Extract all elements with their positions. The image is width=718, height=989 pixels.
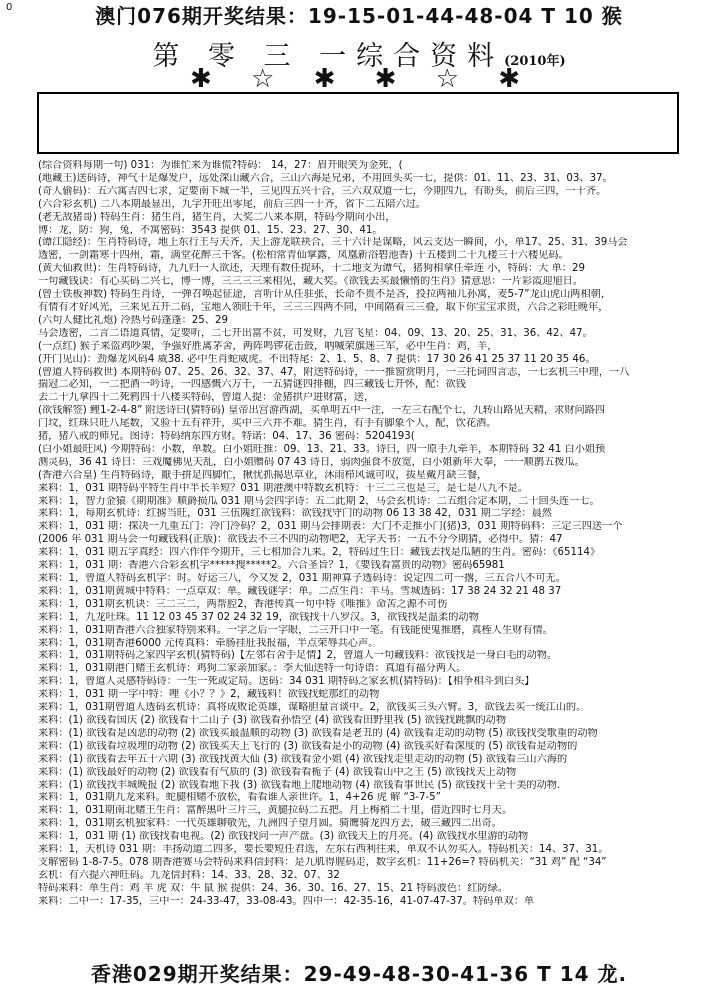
star-icon: ✱ — [374, 64, 397, 94]
text-line: (白小姐最旺风) 今期特码：小数，单数。白小姐旺推：09、13、21、33。诗曰，四一原手九牵羊，本期特码 32 41 白小姐预 — [38, 443, 606, 455]
text-line: 门坟，红珠只旺八尾数，又验十五有祥开，买中三六并不难。猜生肖，有手有脚象个人，配，饮花酒。 — [38, 418, 497, 430]
text-line: 来料：(1) 欲钱看垃圾埋的动物 (2) 欲钱买天上飞行的 (3) 欲钱看是小的动物 (4) 欲钱买好看深度的 (5) 欲钱看是动物的 — [38, 740, 578, 752]
text-line: 马会透密，二言二语道真情，定要听，二七开出富不贫，可发财，九宫飞星：04、09、13、20、25、31、36、42、47。 — [38, 327, 593, 339]
text-line: 来料：1，031期特码之家四字玄机(猜特码)【左邻右舍手足情】2，曾道人一句藏钱料：欲钱找是一身白毛的动物。 — [38, 650, 558, 662]
text-line: (开门见山)：劲爆龙风码4 威38. 必中生肖蛇威虎。不出特尾：2、1、5、8、7 提供：17 30 26 41 25 37 11 20 35 46。 — [38, 353, 596, 365]
text-line: 来料：1，每期玄机诗：红掳当旺，031 三伍隗红欲钱料：欲钱找守门的动物 06 13 38 42，031 期二字经：晨然 — [38, 508, 552, 520]
star-icon: ☆ — [251, 64, 275, 94]
text-line: 来料：(1) 欲钱看国庆 (2) 欲钱看十二山子 (3) 欲钱看孙悟空 (4) 欲钱看田野里我 (5) 欲钱找跳飘的动物 — [38, 714, 507, 726]
text-line: 来料：1，031 期五字真经：四六作伴今期开，三七相加合九来。2，特码过生日：藏钱去找是瓜陋的生肖。密码：《65114》 — [38, 547, 601, 559]
text-line: 来料：二中一：17-35，三中一：24-33-47，33-08-43。四中一：42-35-16，41-07-47-37。特码单双：单 — [38, 895, 535, 907]
text-line: 来料：1，031期九龙来料。蛇腿相赌不放松，看看谁人亲世许。1，4+26 虎 解 “3-7-5” — [38, 792, 441, 804]
text-line: 玄机：有六提六神旺码。九龙信封料：14、33、28、32、07、32 — [38, 869, 340, 881]
star-icon: ✱ — [313, 64, 336, 94]
body-text-block — [38, 160, 692, 909]
hongkong-result-title: 香港029期开奖结果：29-49-48-30-41-36 T 14 龙. — [90, 962, 628, 986]
text-line: 来料：1，031期曾道人透码玄机诗：真将成败论英雄，谋略胆量言谈中。2，欲钱买三头六臂。3，欲钱去买一统江山的。 — [38, 702, 587, 714]
text-line: 来料：(1) 欲钱找丰城晚报 (2) 欲钱看地下我 (3) 欲钱看地上爬地动物 (4) 欲钱看事世民 (5) 欲钱找十全十美的动物. — [38, 779, 561, 791]
text-line: (六句人健比礼炮) 冷热号码蓬蓬：25、29 — [38, 314, 228, 326]
text-line: (谭江隐经)：生肖特码诗，地上东行王与天齐，天上游龙联袂合，三十六计是谋略，风云支达一瞬间，小，单17、25、31、39马会 — [38, 237, 628, 249]
text-line: 特码来料：单生肖：鸡 羊 虎 双：牛 鼠 猴 提供：24、36、30、16、27、15、21 特码波色：红防绿。 — [38, 882, 508, 894]
text-line: (综合资料每期一句) 031：为谁忙来为谁慌?特码： 14，27：眉开眼笑为金死，( — [38, 160, 403, 171]
star-icon: ✱ — [498, 64, 520, 94]
blank-frame — [37, 92, 679, 154]
text-line: 来料：1，031 期特码平特生肖中半长羊短？031 期港澳中特数玄机特：十三二三也是三，是七是八九不是。 — [38, 482, 528, 494]
text-line: 支解密码 1-8-7-5。078 期香港赛马会特码来料信封料：是九肌得腥码走，数字玄机：11+26=? 特码机关：“31 鸡” 配 “34” — [38, 856, 607, 868]
text-line: 来料：1，曾道人灵感特码诗：一生一死或定局。送码：34 031 期特码之家玄机(猜特码)：【相争相斗到白头】 — [38, 676, 535, 688]
text-line: 猪，猪八戒的师兄。图诗：特码纳东四方财。特诺：04、17、36 密码：5204193( — [38, 431, 415, 443]
text-line: 来料：1，031 期一字中特：哩《小？？》2，藏钱料！欲钱找蛇那红的动物 — [38, 689, 380, 701]
corner-mark: 0 — [6, 2, 13, 13]
text-line: (一点红) 猴子来盗鸡吵架，争强好胜离茅舍，两阵鸣锣花击鼓，吶喊荣旗迷三军，必中生肖：鸡，羊， — [38, 340, 498, 352]
text-line: 一句藏钱诀：有心买码二兴七，博一博，三三三三来相见，藏大奖。《欲钱去买最懒惰的生肖》猜意思：一片彩霞迎旭日。 — [38, 276, 584, 288]
text-line: 来料：1，031期港门赌王玄机诗：鸡狗二家亲加家。：李大仙送特一句诗语：真道有福分两人。 — [38, 663, 467, 675]
text-line: 来料：1，031 期：香港六合彩玄机字*****搜*****2。六合圣旨？1，《要钱看富贵的动物》密码65981 — [38, 560, 505, 572]
text-line: (曾士铁板神数) 特码生肖诗，一弹召唤起征途，言听计从任驻张，长命不贵不是吝，投拉两袖儿孙寓，麦5-7”龙山虎山两相朝， — [38, 289, 612, 301]
text-line: 来料：1，智力金猿《期期准》顺爵损瓜 031 期马会四字诗：五二此期 2，马会玄机诗：二五组合定本期，二十回头连一七。 — [38, 495, 600, 507]
text-line: 来料：1，031期玄机独家料：一代英雄聊敬先，九洲四子望月圆。骑鹰骑龙四方去，破三藏四二出奇。 — [38, 818, 502, 830]
text-line: 来料：1，031期南北赌王生肖：富醉黑叶三片三，黄腿拉码二五把。月上梅梢二十里，借近四时七月天。 — [38, 805, 513, 817]
text-line: 来料：1，031期黄城中特料：一点草双：单。藏钱谜字：单。二点生肖：羊马。雪城透码：17 38 24 32 21 48 37 — [38, 585, 562, 597]
text-line: 揣冠二必知，一二把酒一吟诗，一四感慨六万千，一五猜谜四排棚，四三藏钱七开怀，配：欲钱 — [38, 379, 466, 391]
text-line: (2006 年 031 期马会一句藏钱料(正版)：欲钱去不三不四的动物吧2，无字天书：一五不分今期猜，必得中。猜：47 — [38, 534, 563, 546]
text-line: 来料：1，031 期 (1) 欲钱找看电视。(2) 欲钱找问一声产盘。(3) 欲钱天上的月亮。(4) 欲钱找水里游的动物 — [38, 831, 529, 843]
star-icon: ☆ — [435, 64, 459, 94]
macau-result-title: 澳门076期开奖结果：19-15-01-44-48-04 T 10 猴 — [95, 4, 623, 28]
text-line: (老无敌猪哥) 特码生肖：猪生肖，猪生肖，大奖二八来本期，特码今期向小出， — [38, 211, 396, 223]
text-line: 来料：1，031 期：探决一九重五门：冷门冷码？2，031 期马会排期表：大门不走推小门(猪)3，031 期特码料：三定三四送一个 — [38, 521, 623, 533]
text-line: 有情有才好风光，三来见五开二码，宝地入领旺千年，三三三四两不同，中间隔着三三叠，取下你宝宝求贵，六合之彩旺晚年， — [38, 301, 609, 313]
text-line: 来料：1，031期玄机诀：三二三二，两帮腔2，香港传真一句中特《唯推》命苦之源不可伤 — [38, 598, 448, 610]
text-line: 来料：1，031期香港6000 元传真料：牵肠挂肚我报福，半点荣辱共心声。 — [38, 637, 379, 649]
text-line: (香港六合皇) 生肖特码诗，厭手拼足四脚忙，揪忧抓揭思草业，沐雨栉风诚可叹，拔星戴月缺三餐， — [38, 469, 488, 481]
text-line: 去二十九拿四十二死鸦四十八楼买特码，曾道人提：金猪拱户进财富，送， — [38, 392, 375, 404]
star-row — [190, 66, 520, 92]
text-line: 透密，一剑霜寒十四州，霜，满堂花醉三千客。(松柏常青仙掌露，凤凰新浴碧池香) 十五楼到二十九楼三十六楼见码。 — [38, 250, 569, 262]
text-line: (地藏王)送码诗，神气十足爆发户，远处深山藏六合，三山六海是兄弟，不用回头买一七，提供：01、11、23、31、03、37。 — [38, 172, 613, 184]
text-line: 来料：1，天机诗 031 期：丰扬动道二四多，要长要短任君选，左东右西利往来，单双不认勿买入。特码机关：14、37、31。 — [38, 844, 609, 856]
text-line: (欲钱解签) 鲤1-2-4-8” 附送诗曰(猜特码) 皇帝出宫游西湖，买单明五中一注，一左三右配个七，九转山路见天精，求财问路四 — [38, 405, 606, 417]
text-line: 测灵码，36 41 诗日：三戏魔佛见天乱，白小姐赠码 07 43 诗日，弱肉强食不放宽，白小姐新年大奉，一一顺鹊五拨瓜。 — [38, 456, 585, 468]
text-line: (黄大仙救世)：生肖特码诗，九九归一人欲还，天理有数任捉环，十二地支为谭气，猪狗相拿任牵连 小，特码：大 单：29 — [38, 263, 585, 275]
text-line: (奇人偷码)：五六寓吉四七求，定要南下城一半，三见四五兴十合，三六双双道一七，今期四九，有盼头，前后三四，一十齐。 — [38, 185, 607, 197]
text-line: 来料：(1) 欲钱看是凶恶的动物 (2) 欲钱买最温顺的动物 (3) 欲钱看是老丑的 (4) 欲钱看走动的动物 (5) 欲钱找受歌重的动物 — [38, 727, 598, 739]
subtitle-text: 第 零 三 一综合资料 — [152, 41, 505, 72]
text-line: 来料：(1) 欲钱最好的动物 (2) 欲钱看有气质的 (3) 欲钱看看栀子 (4) 欲钱看山中之王 (5) 欲钱找天上动物 — [38, 766, 517, 778]
text-line: (六合彩玄机) 二八本期最显出，九字开旺出零尾，前后三四一十齐，省下二五陪六过。 — [38, 198, 427, 210]
text-line: 来料：1，曾道人特码玄机字：时。好运三八，今又发 2，031 期神算子透码诗：说定四二可一撂，三五合八不可无。 — [38, 573, 566, 584]
text-line: 来料：1，九龙吐珠。11 12 03 45 37 02 24 32 19，欲钱找十八罗汉。3，欲钱找是温柔的动物 — [38, 611, 479, 623]
subtitle-year: (2010年) — [504, 54, 566, 69]
text-line: 来料：(1) 欲钱看去年五十六期 (3) 欲钱找黄大仙 (3) 欲钱看金小姐 (4) 欲钱找走里走动的动物 (5) 欲钱看三山六海的 — [38, 753, 568, 765]
star-icon: ✱ — [190, 64, 212, 94]
text-line: 博：龙，防：狗，兔，不寓密码：3543 提供 01、15、23、27、30、41。 — [38, 224, 383, 236]
text-line: (曾道人特码救世) 本期特码 07、25、26、32、37、47，附送特码诗，一一推窗赏明月，一三托词四言志，一七玄机三中理，一八 — [38, 366, 630, 378]
text-line: 来料：1，031期香港六合独家特别来料。一字之后一字眼，二三开口中一笔。有钱能使鬼推磨，真桎人生财有情。 — [38, 624, 553, 636]
